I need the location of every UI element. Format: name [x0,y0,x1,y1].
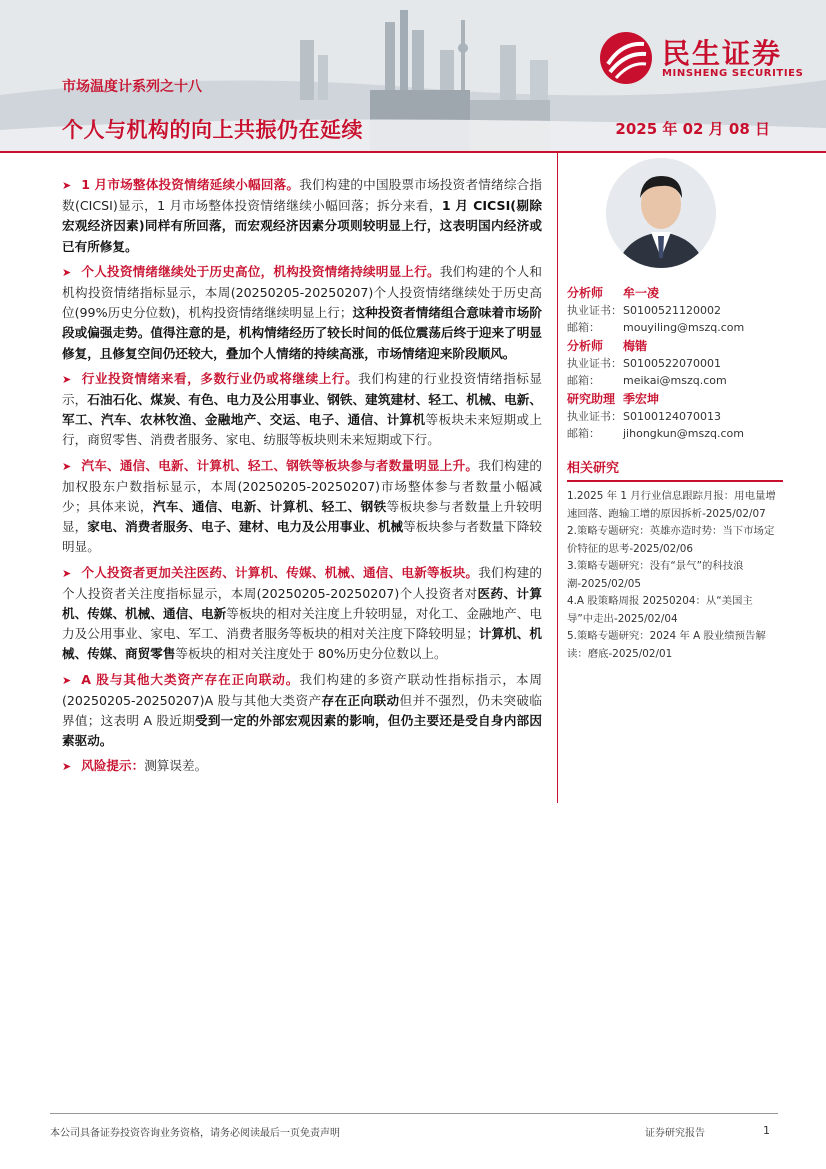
email-label: 邮箱： [567,374,600,387]
summary-paragraph [62,456,542,558]
bullet-arrow-icon: ➤ [62,179,72,192]
paragraph-text: 这种投资者情绪组合意味着市场阶段或偏强走势。值得注意的是，机构情绪经历了较长时间的低位震荡后终于迎来了明显修复，且修复空间仍还较大，叠加个人情绪的持续高涨，市场情绪迎来阶段顺风。 [62,305,543,361]
paragraph-text: 家电、消费者服务、电子、建材、电力及公用事业、机械 [87,519,404,535]
email-address[interactable]: jihongkun@mszq.com [623,427,744,440]
paragraph-text: 等板块参与者数量上升较明显， [62,499,543,535]
footer-disclaimer: 本公司具备证券投资咨询业务资格，请务必阅读最后一页免责声明 [50,1128,340,1139]
analyst-entry [567,338,787,389]
summary-paragraph [62,175,542,257]
paragraph-text: 我们构建的加权股东户数指标显示，本周(20250205-20250207)市场整体参与者数量小幅减少；具体来说， [62,457,543,515]
email-label: 邮箱： [567,427,600,440]
paragraph-text: 我们构建的多资产联动性指标指示，本周(20250205-20250207)A 股与其他大类资产 [62,671,542,708]
paragraph-headline: 1 月市场整体投资情绪延续小幅回落。 [81,177,300,192]
paragraph-headline: 行业投资情绪来看，多数行业仍或将继续上行。 [81,370,359,386]
certificate-label: 执业证书： [567,410,622,423]
certificate-number: S0100124070013 [623,410,721,423]
paragraph-headline: 个人投资情绪继续处于历史高位，机构投资情绪持续明显上行。 [81,263,440,279]
paragraph-text: 我们构建的个人投资者关注度指标显示，本周(20250205-20250207)个人投资者对 [62,564,543,601]
summary-paragraph [62,262,542,364]
paragraph-text: 等板块未来短期或上行，商贸零售、消费者服务、家电、纺服等板块则未来短期或下行。 [62,412,543,448]
paragraph-text: 医药、计算机、传媒、机械、通信、电新 [62,585,543,622]
report-date: 2025 年 02 月 08 日 [615,120,770,138]
bullet-arrow-icon: ➤ [62,566,72,580]
analyst-role: 研究助理 [567,392,616,406]
analyst-entry [567,391,787,442]
column-divider [557,153,558,803]
related-research-list [567,488,777,663]
related-research-item[interactable]: 3.策略专题研究：没有“景气”的科技浪潮-2025/02/05 [567,560,744,590]
related-research-item[interactable]: 5.策略专题研究：2024 年 A 股业绩预告解读：磨底-2025/02/01 [567,630,766,660]
related-research [567,457,777,663]
analyst-photo [606,158,716,268]
paragraph-text: 我们构建的个人和机构投资情绪指标显示，本周(20250205-20250207)个人投资情绪继续处于历史高位(99%历史分位数)，机构投资情绪继续明显上行； [62,263,543,321]
paragraph-text: 汽车、通信、电新、计算机、轻工、钢铁 [152,499,387,515]
related-research-title: 相关研究 [567,457,783,482]
analyst-name: 牟一凌 [623,286,660,300]
footer-report-type: 证券研究报告 [645,1128,705,1139]
paragraph-text: 受到一定的外部宏观因素的影响，但仍主要还是受自身内部因素驱动。 [62,713,543,749]
analyst-entry [567,285,787,336]
related-research-item[interactable]: 4.A 股策略周报 20250204：从“美国主导”中走出-2025/02/04 [567,595,753,625]
certificate-number: S0100522070001 [623,357,721,370]
header-divider [0,151,826,153]
paragraph-headline: A 股与其他大类资产存在正向联动。 [81,671,300,687]
bullet-arrow-icon: ➤ [62,459,72,473]
analyst-portrait-icon [606,158,716,268]
bullet-arrow-icon: ➤ [62,265,72,279]
paragraph-text: 我们构建的中国股票市场投资者情绪综合指数(CICSI)显示，1 月市场整体投资情绪继续小幅回落；拆分来看， [62,177,543,214]
logo-text-en: MINSHENG SECURITIES [662,68,804,79]
analyst-name: 季宏坤 [623,392,660,406]
paragraph-text: 1 月 CICSI(剔除宏观经济因素)同样有所回落，而宏观经济因素分项则较明显上行，这表明国内经济或已有所修复。 [62,198,542,254]
analyst-role: 分析师 [567,339,604,353]
related-research-item[interactable]: 1.2025 年 1 月行业信息跟踪月报：用电量增速回落、跑输工增的原因拆析-2025/02/07 [567,490,776,520]
paragraph-text: 石油石化、煤炭、有色、电力及公用事业、钢铁、建筑建材、轻工、机械、电新、军工、汽车、农林牧渔、金融地产、交运、电子、通信、计算机 [62,392,543,428]
paragraph-text: 存在正向联动 [321,692,400,708]
paragraph-headline: 个人投资者更加关注医药、计算机、传媒、机械、通信、电新等板块。 [81,564,479,580]
analyst-role: 分析师 [567,286,604,300]
company-logo [598,30,808,86]
summary-paragraph [62,670,542,752]
email-label: 邮箱： [567,321,600,334]
analyst-name: 梅锴 [623,339,648,353]
paragraph-text: 但并不强烈，仍未突破临界值；这表明 A 股近期 [62,692,542,729]
summary-body [62,175,542,783]
report-header [0,0,826,152]
email-address[interactable]: meikai@mszq.com [623,374,727,387]
analyst-list [567,285,787,444]
logo-emblem-icon [598,30,654,86]
certificate-label: 执业证书： [567,304,622,317]
bullet-arrow-icon: ➤ [62,760,72,774]
paragraph-text: 测算误差。 [144,758,208,774]
summary-paragraph [62,756,542,777]
related-research-item[interactable]: 2.策略专题研究：英雄亦造时势：当下市场定价特征的思考-2025/02/06 [567,525,775,555]
paragraph-headline: 汽车、通信、电新、计算机、轻工、钢铁等板块参与者数量明显上升。 [81,457,479,473]
email-address[interactable]: mouyiling@mszq.com [623,321,745,334]
paragraph-text: 我们构建的行业投资情绪指标显示， [62,370,543,408]
bullet-arrow-icon: ➤ [62,673,72,687]
summary-paragraph [62,563,542,665]
certificate-number: S0100521120002 [623,304,721,317]
bullet-arrow-icon: ➤ [62,372,72,386]
certificate-label: 执业证书： [567,357,622,370]
series-label: 市场温度计系列之十八 [62,79,202,95]
paragraph-text: 等板块的相对关注度上升较明显，对化工、金融地产、电力及公用事业、家电、军工、消费者服务等板块的相对关注度下降较明显； [62,606,543,642]
paragraph-headline: 风险提示： [81,758,145,774]
page-number: 1 [763,1124,770,1137]
paragraph-text: 等板块的相对关注度处于 80%历史分位数以上。 [175,646,447,662]
footer-divider [50,1113,778,1114]
report-title: 个人与机构的向上共振仍在延续 [62,118,363,142]
paragraph-text: 等板块参与者数量下降较明显。 [62,519,543,555]
summary-paragraph [62,369,542,451]
paragraph-text: 计算机、机械、传媒、商贸零售 [62,626,543,662]
logo-text-cn: 民生证券 [662,37,783,70]
